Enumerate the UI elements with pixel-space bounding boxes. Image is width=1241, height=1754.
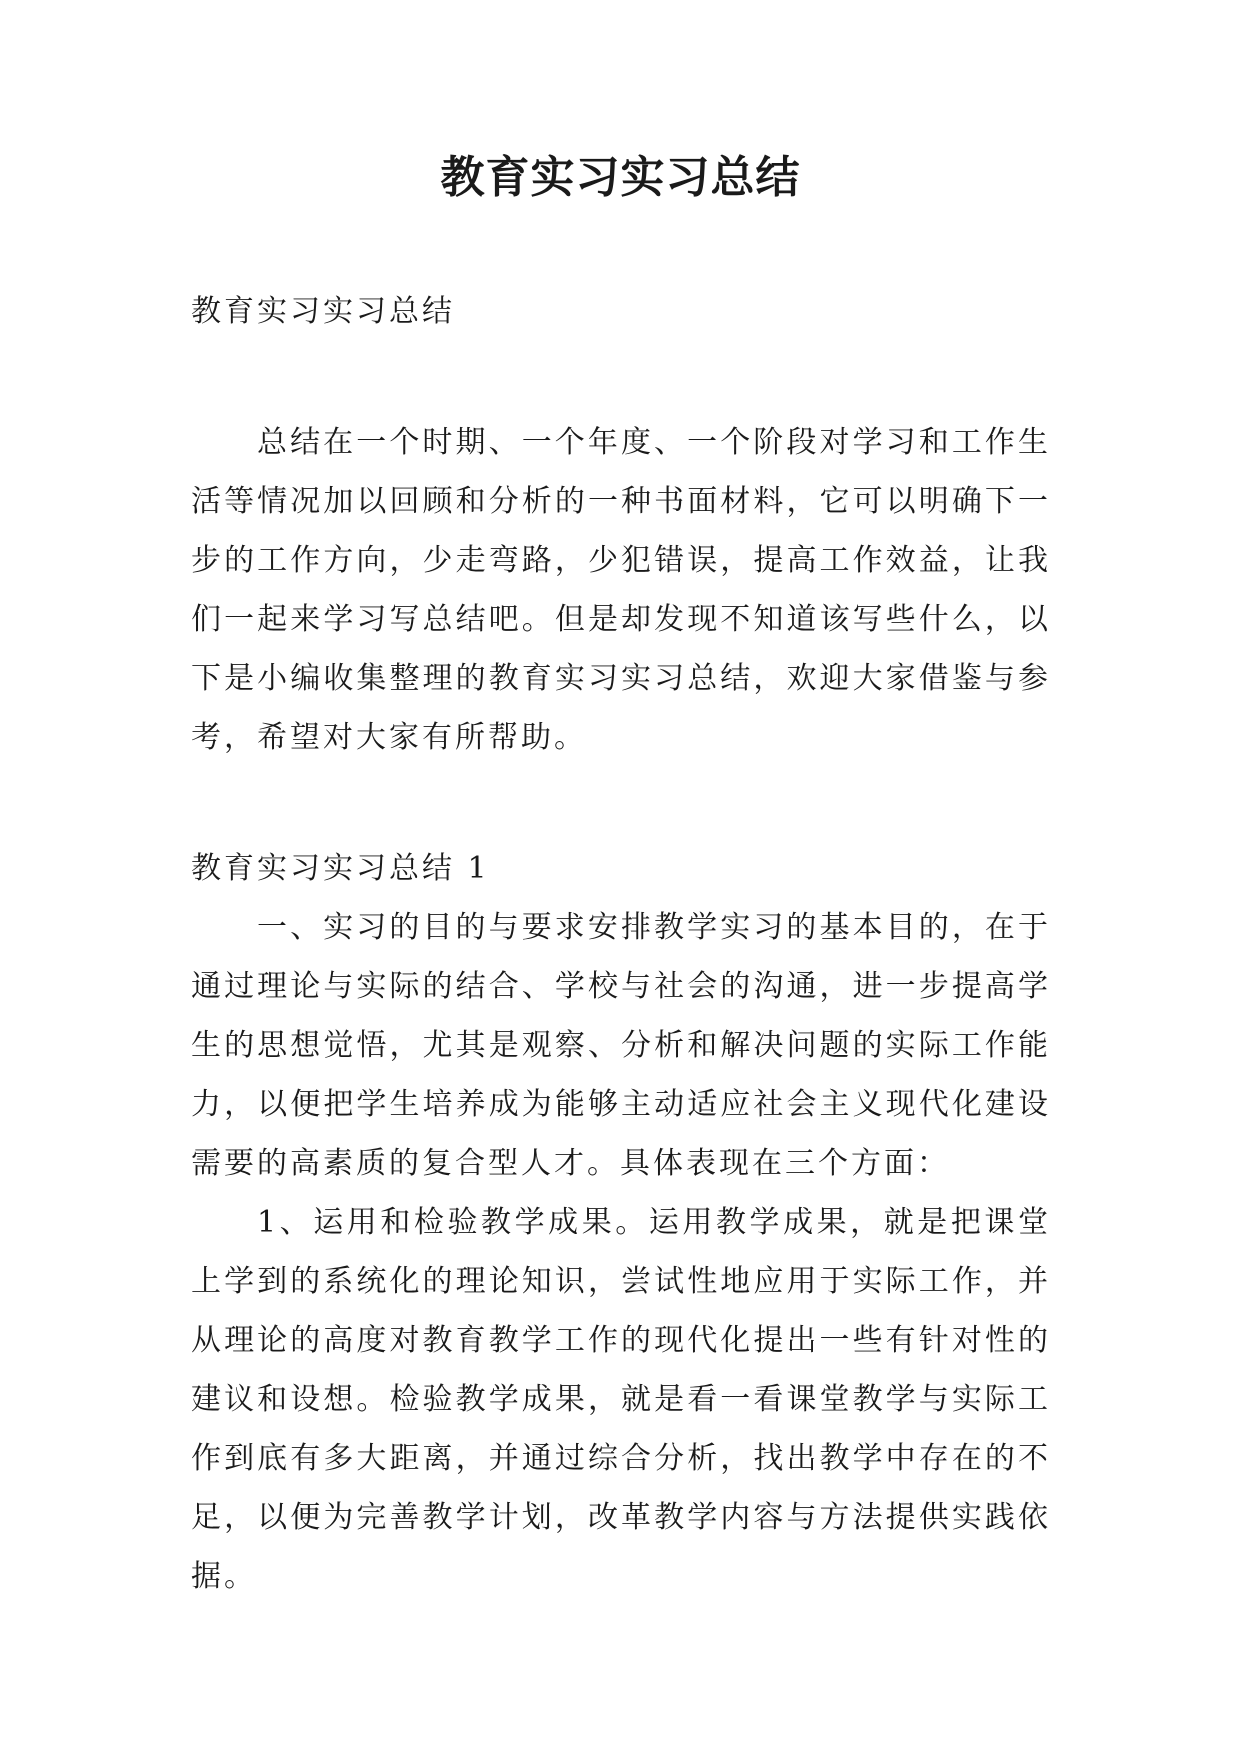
spacer xyxy=(191,341,1051,413)
body-paragraph-1: 一、实习的目的与要求安排教学实习的基本目的，在于通过理论与实际的结合、学校与社会的沟通，进一步提高学生的思想觉悟，尤其是观察、分析和解决问题的实际工作能力，以便把学生培养成为能够主动适应社会主义现代化建设需要的高素质的复合型人才。具体表现在三个方面： xyxy=(191,910,1051,1181)
body-paragraph-2: 1、运用和检验教学成果。运用教学成果，就是把课堂上学到的系统化的理论知识，尝试性地应用于实际工作，并从理论的高度对教育教学工作的现代化提出一些有针对性的建议和设想。检验教学成果，就是看一看课堂教学与实际工作到底有多大距离，并通过综合分析，找出教学中存在的不足，以便为完善教学计划，改革教学内容与方法提供实践依据。 xyxy=(191,1205,1051,1594)
document-subtitle: 教育实习实习总结 xyxy=(191,294,455,329)
intro-paragraph: 总结在一个时期、一个年度、一个阶段对学习和工作生活等情况加以回顾和分析的一种书面材料，它可以明确下一步的工作方向，少走弯路，少犯错误，提高工作效益，让我们一起来学习写总结吧。但是却发现不知道该写些什么，以下是小编收集整理的教育实习实习总结，欢迎大家借鉴与参考，希望对大家有所帮助。 xyxy=(191,425,1051,755)
section-heading: 教育实习实习总结 1 xyxy=(191,851,490,886)
document-body xyxy=(191,282,1051,1606)
spacer xyxy=(191,767,1051,839)
document-title: 教育实习实习总结 xyxy=(440,152,801,203)
